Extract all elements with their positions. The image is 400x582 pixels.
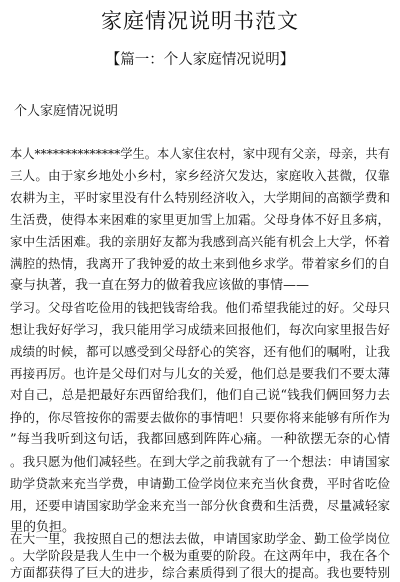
- paragraph-line: 在大一里，我按照自己的想法去做，申请国家助学金、勤工俭学岗位: [10, 531, 390, 546]
- paragraph-line: 学习。父母省吃俭用的钱把钱寄给我。他们希望我能过的好。父母只: [10, 300, 390, 315]
- paragraph-line: 家中生活困难。我的亲朋好友都为我感到高兴能有机会上大学，怀着: [10, 234, 390, 249]
- paragraph-line: 。大学阶段是我人生中一个极为重要的阶段。在这两年中，我在各个: [10, 548, 390, 563]
- paragraph-line: 对自己，总是把最好东西留给我们，他们自己说“钱我们俩回努力去: [10, 388, 390, 403]
- paragraph-line: 豪与执著，我一直在努力的做着我应该做的事情——: [10, 278, 310, 293]
- paragraph-line: 用，还要申请国家助学金来充当一部分伙食费和生活费，尽量减轻家: [10, 498, 390, 513]
- paragraph-line: 再接再厉。也许是父母们对与儿女的关爱，他们总是要我们不要太薄: [10, 366, 390, 381]
- paragraph-line: 三人。由于家乡地处小乡村，家乡经济欠发达，家庭收入甚微，仅靠: [10, 168, 390, 183]
- paragraph-line: 助学贷款来充当学费，申请勤工俭学岗位来充当伙食费，平时省吃俭: [10, 476, 390, 491]
- paragraph-line: 里的负担。: [10, 520, 76, 535]
- paragraph-line: 满腔的热情，我离开了我钟爱的故土来到他乡求学。带着家乡们的自: [10, 256, 390, 271]
- paragraph-line: 本人**************学生。本人家住农村，家中现有父亲，母亲，共有: [10, 147, 390, 161]
- paragraph-line: 。我只愿为他们减轻些。在到大学之前我就有了一个想法：申请国家: [10, 454, 390, 469]
- paragraph-line: ”每当我听到这句话，我都回感到阵阵心痛。一种欲摆无奈的心情: [10, 432, 390, 447]
- document-title: 家庭情况说明书范文: [101, 9, 299, 33]
- sub-heading: 个人家庭情况说明: [14, 104, 119, 119]
- paragraph-line: 想让我好好学习，我只能用学习成绩来回报他们，每次向家里报告好: [10, 322, 390, 337]
- paragraph-line: 生活费，使得本来困难的家里更加雪上加霜。父母身体不好且多病，: [10, 212, 390, 227]
- paragraph-line: 农耕为主，平时家里没有什么特别经济收入，大学期间的高额学费和: [10, 190, 390, 205]
- paragraph-line: 挣的，你尽管按你的需要去做你的事情吧！只要你将来能够有所作为: [10, 410, 390, 425]
- section-heading: 【篇一：个人家庭情况说明】: [105, 52, 295, 68]
- paragraph-line: 方面都获得了巨大的进步，综合素质得到了很大的提高。我也要特别: [10, 565, 390, 580]
- paragraph-line: 成绩的时候，都可以感受到父母舒心的笑容，还有他们的嘱咐，让我: [10, 344, 390, 359]
